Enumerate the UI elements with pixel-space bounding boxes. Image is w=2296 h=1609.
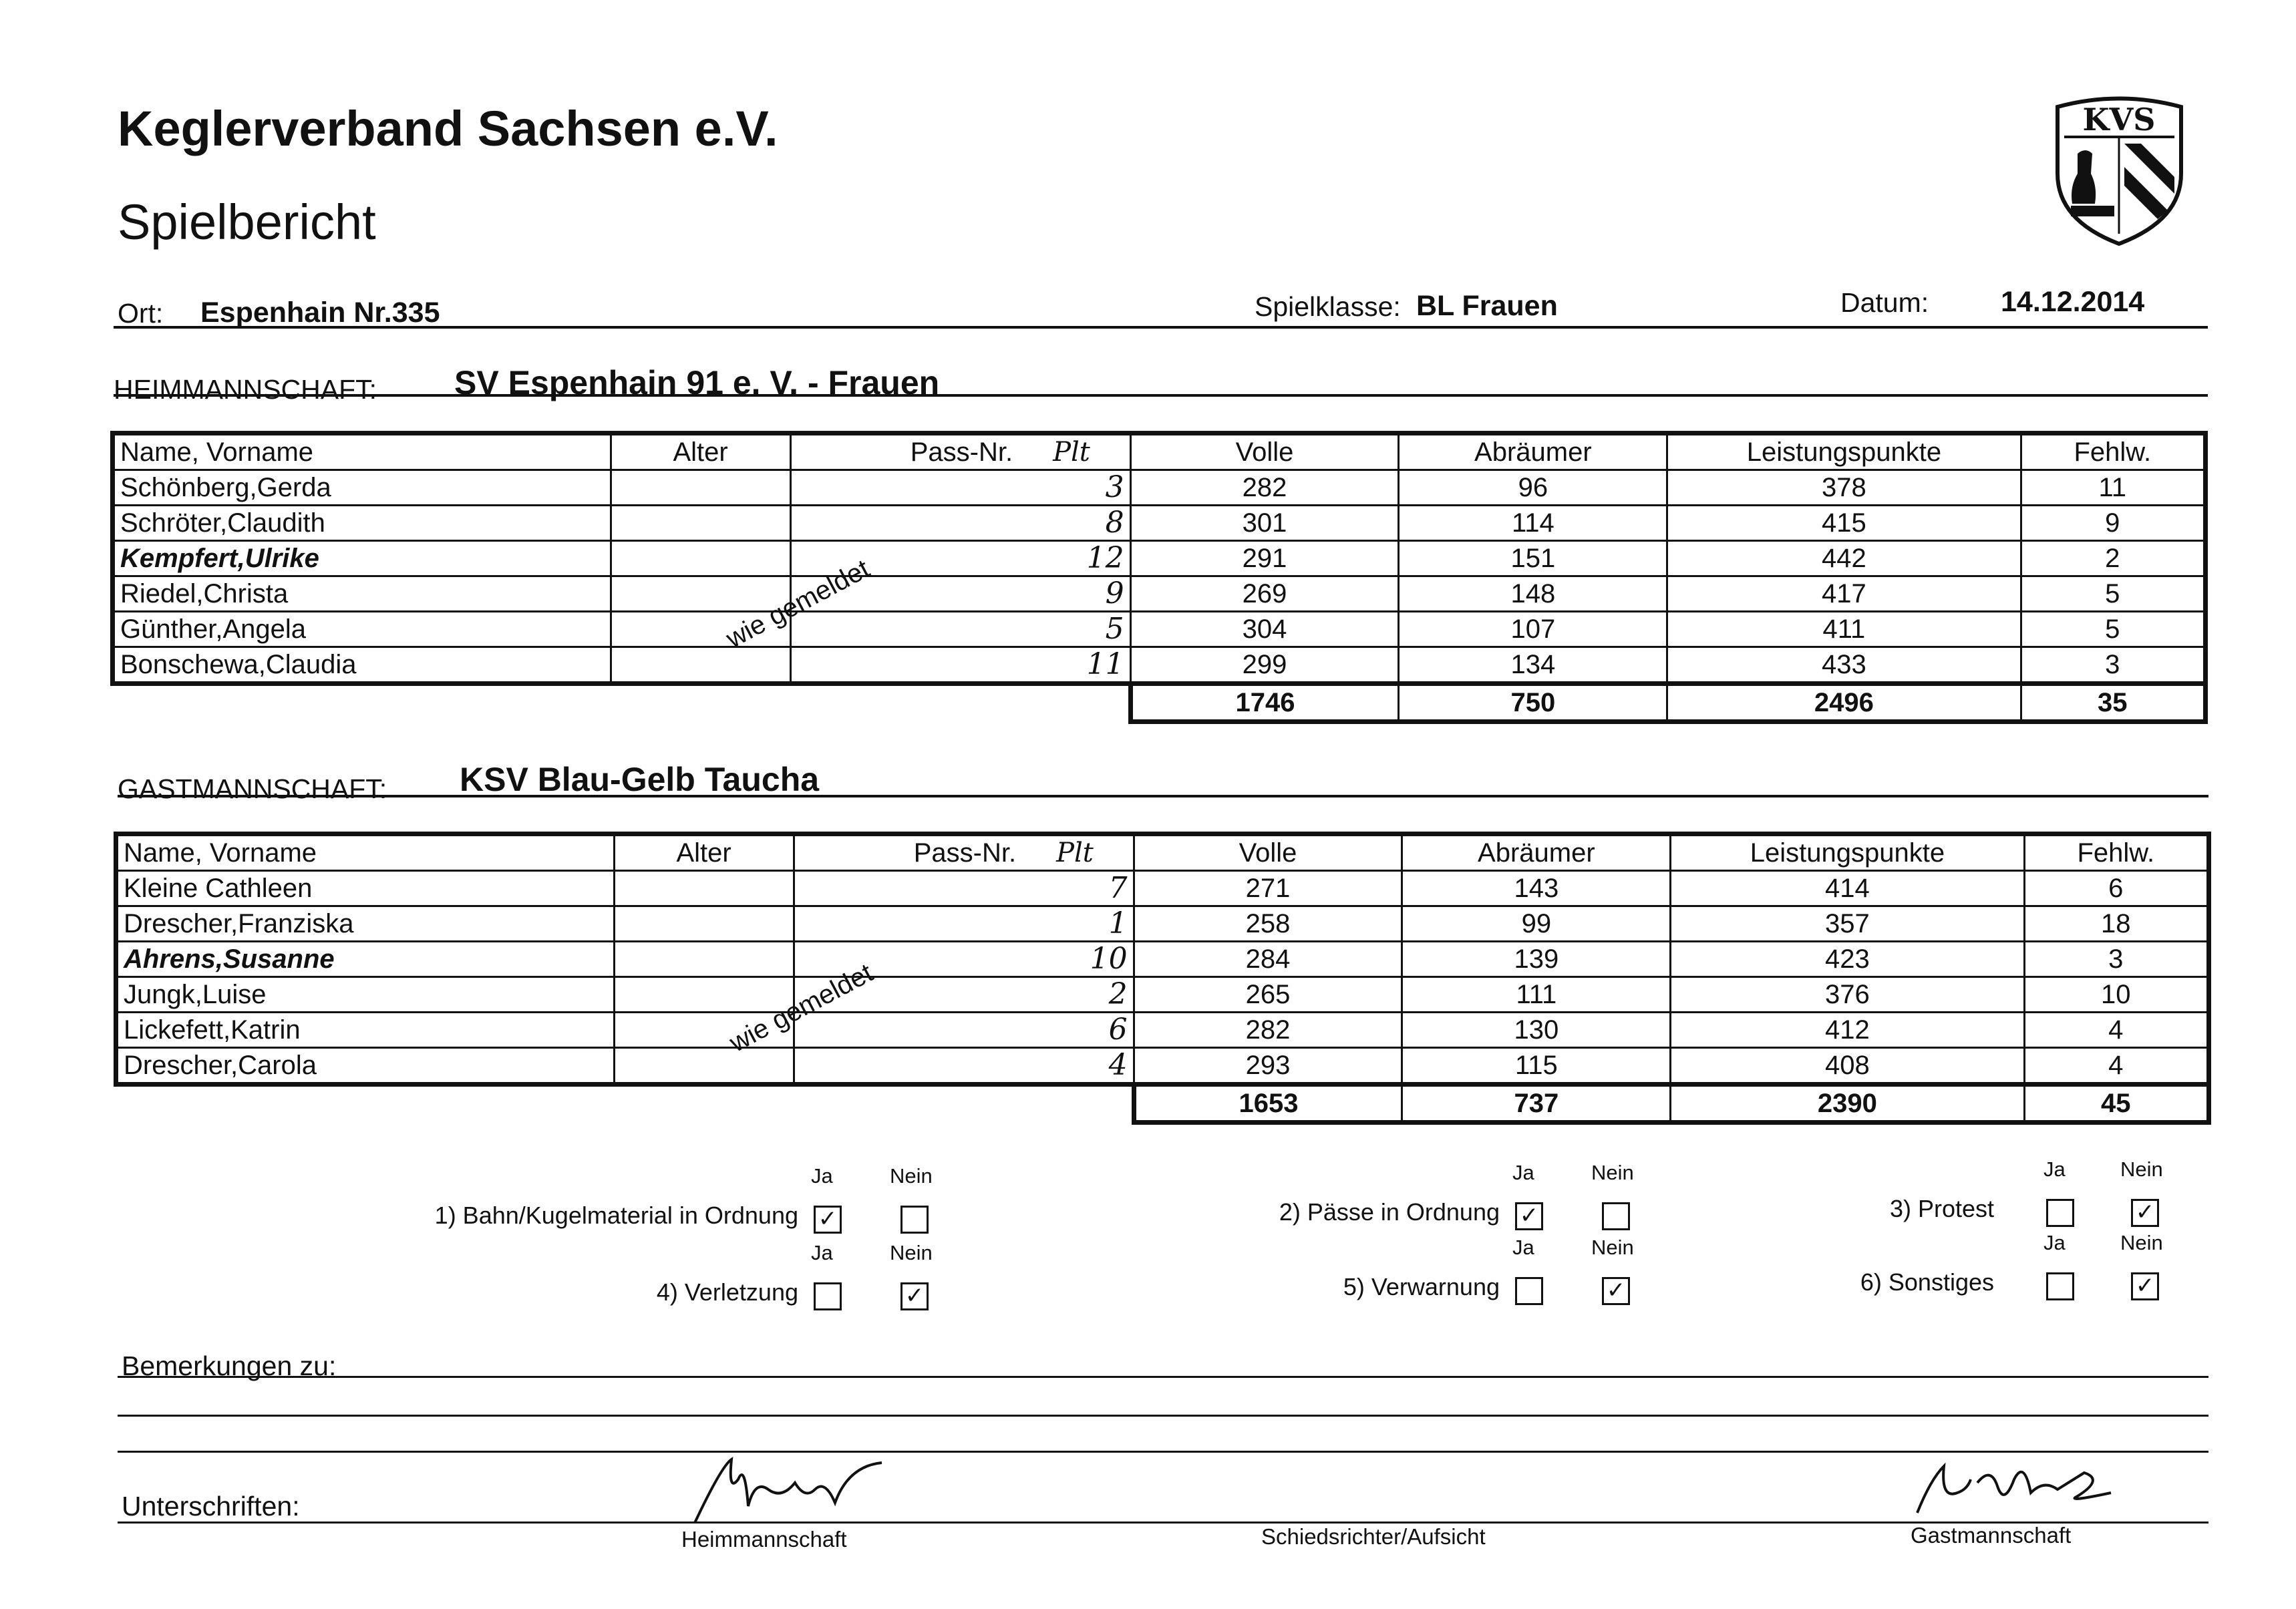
home-stamp: wie gemeldet — [721, 554, 874, 654]
home-score-table — [110, 431, 2208, 724]
player-volle: 282 — [1130, 470, 1399, 506]
player-plt: 6 — [794, 1013, 1134, 1048]
player-volle: 301 — [1130, 506, 1399, 541]
checkbox-ja-6[interactable] — [2046, 1272, 2074, 1300]
player-leistung: 423 — [1671, 942, 2024, 977]
player-row — [116, 871, 2209, 906]
player-volle: 291 — [1130, 541, 1399, 576]
player-leistung: 414 — [1671, 871, 2024, 906]
player-fehlw: 11 — [2021, 470, 2205, 506]
player-volle: 284 — [1134, 942, 1402, 977]
remarks-line-3 — [118, 1451, 2208, 1453]
player-plt: 4 — [794, 1048, 1134, 1085]
player-plt: 10 — [794, 942, 1134, 977]
player-leistung: 433 — [1667, 647, 2021, 684]
player-name: Drescher,Carola — [116, 1048, 615, 1085]
player-plt: 8 — [790, 506, 1130, 541]
home-label: HEIMMANNSCHAFT: — [114, 374, 377, 405]
player-row — [113, 470, 2206, 506]
player-abraeumer: 107 — [1399, 612, 1667, 647]
player-plt: 3 — [790, 470, 1130, 506]
player-volle: 258 — [1134, 906, 1402, 942]
player-name: Lickefett,Katrin — [116, 1013, 615, 1048]
signature-line — [118, 1522, 2208, 1524]
player-fehlw: 5 — [2021, 576, 2205, 612]
player-abraeumer: 99 — [1402, 906, 1671, 942]
player-leistung: 415 — [1667, 506, 2021, 541]
checkbox-ja-5[interactable] — [1515, 1277, 1543, 1305]
checkbox-ja-3[interactable] — [2046, 1199, 2074, 1227]
totals-spacer — [116, 1085, 615, 1123]
ort-value: Espenhain Nr.335 — [200, 297, 440, 329]
totals-row — [113, 684, 2206, 722]
player-name: Bonschewa,Claudia — [113, 647, 611, 684]
checkbox-nein-4[interactable]: ✓ — [900, 1282, 929, 1310]
total-fehlw: 35 — [2021, 684, 2205, 722]
player-row — [113, 541, 2206, 576]
guest-signature — [1904, 1453, 2124, 1526]
player-name: Schönberg,Gerda — [113, 470, 611, 506]
nein-header: Nein — [1591, 1161, 1634, 1184]
player-row — [113, 647, 2206, 684]
col-pass: Pass-Nr. — [913, 838, 1017, 868]
player-row — [116, 1048, 2209, 1085]
player-volle: 282 — [1134, 1013, 1402, 1048]
player-plt: 11 — [790, 647, 1130, 684]
total-leistung: 2390 — [1671, 1085, 2024, 1123]
player-fehlw: 5 — [2021, 612, 2205, 647]
player-abraeumer: 96 — [1399, 470, 1667, 506]
checkbox-nein-5[interactable]: ✓ — [1602, 1277, 1630, 1305]
checkbox-ja-4[interactable] — [814, 1282, 842, 1310]
player-row — [116, 942, 2209, 977]
checkbox-ja-1[interactable]: ✓ — [814, 1206, 842, 1234]
ja-header: Ja — [811, 1241, 833, 1264]
player-alter — [614, 977, 794, 1013]
total-abraeumer: 750 — [1399, 684, 1667, 722]
check-label-3: 3) Protest — [1889, 1195, 1994, 1222]
player-fehlw: 18 — [2024, 906, 2208, 942]
col-alter: Alter — [614, 834, 794, 871]
col-volle: Volle — [1130, 433, 1399, 470]
player-volle: 265 — [1134, 977, 1402, 1013]
player-fehlw: 4 — [2024, 1048, 2208, 1085]
checkbox-nein-6[interactable]: ✓ — [2131, 1272, 2159, 1300]
check-label-4: 4) Verletzung — [656, 1278, 798, 1306]
player-abraeumer: 111 — [1402, 977, 1671, 1013]
organization-title: Keglerverband Sachsen e.V. — [118, 101, 778, 156]
remarks-line-1 — [118, 1376, 2208, 1378]
total-fehlw: 45 — [2024, 1085, 2208, 1123]
checkbox-ja-2[interactable]: ✓ — [1515, 1202, 1543, 1230]
player-plt: 7 — [794, 871, 1134, 906]
nein-header: Nein — [2120, 1157, 2163, 1181]
player-alter — [611, 647, 790, 684]
player-abraeumer: 148 — [1399, 576, 1667, 612]
nein-header: Nein — [1591, 1236, 1634, 1259]
player-row — [113, 506, 2206, 541]
player-name: Jungk,Luise — [116, 977, 615, 1013]
guest-score-table — [114, 832, 2211, 1125]
player-alter — [611, 470, 790, 506]
guest-team-name: KSV Blau-Gelb Taucha — [460, 761, 820, 798]
totals-row — [116, 1085, 2209, 1123]
player-volle: 299 — [1130, 647, 1399, 684]
ort-label: Ort: — [118, 298, 164, 329]
check-label-1: 1) Bahn/Kugelmaterial in Ordnung — [434, 1202, 798, 1229]
col-fehlw: Fehlw. — [2021, 433, 2205, 470]
col-abraeumer: Abräumer — [1399, 433, 1667, 470]
totals-spacer — [794, 1085, 1134, 1123]
remarks-line-2 — [118, 1415, 2208, 1417]
player-fehlw: 3 — [2021, 647, 2205, 684]
total-leistung: 2496 — [1667, 684, 2021, 722]
player-plt: 12 — [790, 541, 1130, 576]
player-plt: 9 — [790, 576, 1130, 612]
sig-home-label: Heimmannschaft — [681, 1527, 847, 1552]
kvs-logo — [2051, 94, 2188, 247]
player-leistung: 417 — [1667, 576, 2021, 612]
document-title: Spielbericht — [118, 194, 376, 250]
total-abraeumer: 737 — [1402, 1085, 1671, 1123]
player-alter — [614, 1048, 794, 1085]
player-leistung: 376 — [1671, 977, 2024, 1013]
home-rule — [114, 394, 2208, 397]
col-abraeumer: Abräumer — [1402, 834, 1671, 871]
player-leistung: 357 — [1671, 906, 2024, 942]
checkbox-nein-3[interactable]: ✓ — [2131, 1199, 2159, 1227]
nein-header: Nein — [890, 1164, 933, 1188]
player-row — [116, 906, 2209, 942]
totals-spacer — [614, 1085, 794, 1123]
player-abraeumer: 143 — [1402, 871, 1671, 906]
player-volle: 293 — [1134, 1048, 1402, 1085]
player-volle: 304 — [1130, 612, 1399, 647]
sig-guest-label: Gastmannschaft — [1911, 1523, 2072, 1548]
player-abraeumer: 134 — [1399, 647, 1667, 684]
header-rule — [114, 326, 2208, 329]
spielklasse-value: BL Frauen — [1416, 290, 1558, 322]
check-label-5: 5) Verwarnung — [1343, 1273, 1500, 1300]
player-row — [116, 1013, 2209, 1048]
col-plt: Plt — [1053, 437, 1090, 468]
player-alter — [614, 906, 794, 942]
guest-stamp: wie gemeldet — [725, 958, 878, 1058]
spielklasse-label: Spielklasse: — [1255, 291, 1401, 322]
col-fehlw: Fehlw. — [2024, 834, 2208, 871]
player-plt: 5 — [790, 612, 1130, 647]
player-abraeumer: 139 — [1402, 942, 1671, 977]
player-name: Drescher,Franziska — [116, 906, 615, 942]
player-fehlw: 2 — [2021, 541, 2205, 576]
ja-header: Ja — [1512, 1236, 1534, 1259]
player-name: Kempfert,Ulrike — [113, 541, 611, 576]
guest-rule — [118, 795, 2208, 797]
player-fehlw: 6 — [2024, 871, 2208, 906]
player-abraeumer: 130 — [1402, 1013, 1671, 1048]
player-fehlw: 9 — [2021, 506, 2205, 541]
player-row — [113, 612, 2206, 647]
total-volle: 1746 — [1130, 684, 1399, 722]
col-plt: Plt — [1056, 838, 1094, 868]
logo-text: KVS — [2082, 102, 2156, 138]
player-volle: 271 — [1134, 871, 1402, 906]
player-alter — [614, 871, 794, 906]
home-signature — [681, 1453, 902, 1533]
col-volle: Volle — [1134, 834, 1402, 871]
remarks-label: Bemerkungen zu: — [122, 1351, 337, 1381]
check-label-2: 2) Pässe in Ordnung — [1279, 1198, 1500, 1226]
total-volle: 1653 — [1134, 1085, 1402, 1123]
player-leistung: 378 — [1667, 470, 2021, 506]
player-leistung: 442 — [1667, 541, 2021, 576]
player-abraeumer: 151 — [1399, 541, 1667, 576]
player-abraeumer: 115 — [1402, 1048, 1671, 1085]
col-name: Name, Vorname — [113, 433, 611, 470]
player-leistung: 411 — [1667, 612, 2021, 647]
player-name: Günther,Angela — [113, 612, 611, 647]
totals-spacer — [611, 684, 790, 722]
col-name: Name, Vorname — [116, 834, 615, 871]
player-alter — [611, 506, 790, 541]
ja-header: Ja — [1512, 1161, 1534, 1184]
player-name: Ahrens,Susanne — [116, 942, 615, 977]
player-fehlw: 4 — [2024, 1013, 2208, 1048]
ja-header: Ja — [2043, 1157, 2066, 1181]
ja-header: Ja — [2043, 1231, 2066, 1254]
player-plt: 2 — [794, 977, 1134, 1013]
sig-referee-label: Schiedsrichter/Aufsicht — [1261, 1524, 1486, 1549]
home-team-name: SV Espenhain 91 e. V. - Frauen — [454, 364, 940, 401]
player-leistung: 408 — [1671, 1048, 2024, 1085]
player-abraeumer: 114 — [1399, 506, 1667, 541]
check-label-6: 6) Sonstiges — [1860, 1268, 1994, 1296]
col-leistung: Leistungspunkte — [1671, 834, 2024, 871]
player-plt: 1 — [794, 906, 1134, 942]
player-name: Kleine Cathleen — [116, 871, 615, 906]
nein-header: Nein — [890, 1241, 933, 1264]
nein-header: Nein — [2120, 1231, 2163, 1254]
datum-label: Datum: — [1840, 287, 1929, 318]
guest-label: GASTMANNSCHAFT: — [118, 773, 387, 804]
datum-value: 14.12.2014 — [2001, 286, 2145, 318]
ja-header: Ja — [811, 1164, 833, 1188]
player-alter — [614, 942, 794, 977]
totals-spacer — [790, 684, 1130, 722]
player-name: Schröter,Claudith — [113, 506, 611, 541]
player-row — [113, 576, 2206, 612]
checkbox-nein-1[interactable] — [900, 1206, 929, 1234]
player-leistung: 412 — [1671, 1013, 2024, 1048]
signatures-label: Unterschriften: — [122, 1491, 300, 1522]
player-fehlw: 10 — [2024, 977, 2208, 1013]
player-volle: 269 — [1130, 576, 1399, 612]
player-row — [116, 977, 2209, 1013]
col-leistung: Leistungspunkte — [1667, 433, 2021, 470]
col-alter: Alter — [611, 433, 790, 470]
totals-spacer — [113, 684, 611, 722]
player-fehlw: 3 — [2024, 942, 2208, 977]
player-alter — [611, 541, 790, 576]
player-name: Riedel,Christa — [113, 576, 611, 612]
checkbox-nein-2[interactable] — [1602, 1202, 1630, 1230]
col-pass: Pass-Nr. — [910, 437, 1013, 467]
